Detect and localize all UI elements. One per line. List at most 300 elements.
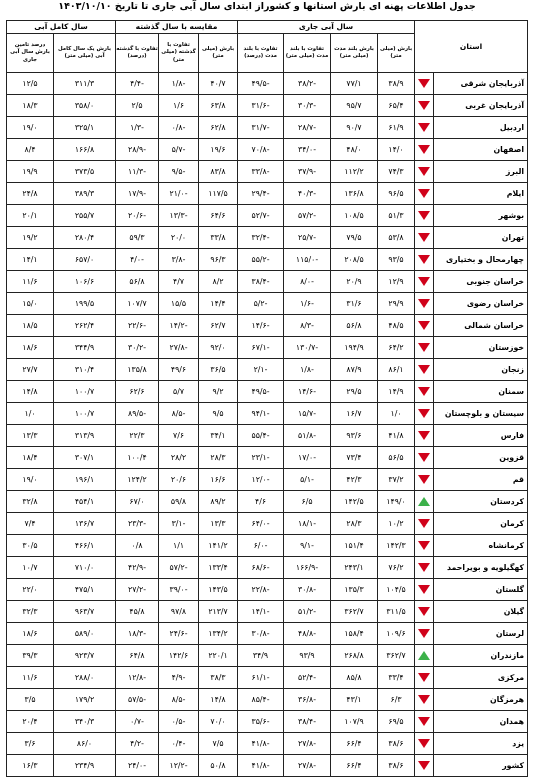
value-cell: ۲۹/۵ (331, 381, 378, 403)
value-cell: ۱۰۷/۹ (331, 711, 378, 733)
value-cell: -۵۵/۴ (238, 425, 284, 447)
value-cell: ۱۳۵/۳ (331, 579, 378, 601)
value-cell: ۷۱۰/۰ (54, 557, 116, 579)
value-cell: -۱۵/۷ (284, 403, 331, 425)
province-name: آذربایجان شرقی (434, 73, 528, 95)
value-cell: ۱۴/۹ (378, 381, 415, 403)
table-row (7, 513, 528, 535)
value-cell: ۹۰/۷ (331, 117, 378, 139)
value-cell: ۹۶/۳ (199, 249, 238, 271)
triangle-down-icon (418, 761, 430, 770)
value-cell: -۲۴/۰ (116, 755, 159, 777)
column-header: بارش بلند مدت (میلی متر) (331, 34, 378, 73)
value-cell: ۲/۵ (116, 95, 159, 117)
value-cell: -۱۱۵/۰ (284, 249, 331, 271)
value-cell: ۶/۳ (378, 689, 415, 711)
value-cell: ۳۸/۹ (378, 73, 415, 95)
value-cell: ۵/۷ (159, 381, 199, 403)
comparison-header: مقایسه با سال گذشته (116, 21, 238, 34)
value-cell: -۱۴/۶ (238, 315, 284, 337)
value-cell: ۲۹/۹ (378, 293, 415, 315)
value-cell: -۲۱/۰ (159, 183, 199, 205)
table-row (7, 491, 528, 513)
triangle-up-icon (418, 651, 430, 660)
table-row (7, 755, 528, 777)
value-cell: ۵۹/۸ (159, 491, 199, 513)
province-name: چهارمحال و بختیاری (434, 249, 528, 271)
trend-indicator-cell (415, 425, 434, 447)
triangle-down-icon (418, 79, 430, 88)
value-cell: ۶۵۷/۰ (54, 249, 116, 271)
table-body (7, 73, 528, 777)
value-cell: ۱۹/۲ (7, 227, 54, 249)
trend-indicator-cell (415, 139, 434, 161)
value-cell: ۱۳۵/۸ (116, 359, 159, 381)
value-cell: ۱۶/۷ (331, 403, 378, 425)
value-cell: ۶۶/۴ (331, 733, 378, 755)
value-cell: ۸۷/۹ (331, 359, 378, 381)
value-cell: -۷۰/۸ (238, 139, 284, 161)
value-cell: -۴۱/۸ (238, 755, 284, 777)
value-cell: -۲۰/۶ (116, 205, 159, 227)
value-cell: ۹۳/۶ (331, 425, 378, 447)
trend-indicator-cell (415, 579, 434, 601)
table-row (7, 535, 528, 557)
value-cell: ۱۳۶/۷ (54, 513, 116, 535)
value-cell: ۳۱۱/۵ (378, 601, 415, 623)
value-cell: -۲۸/۹ (116, 139, 159, 161)
value-cell: ۳۱۰/۴ (54, 359, 116, 381)
triangle-down-icon (418, 277, 430, 286)
value-cell: ۱۸/۴ (7, 447, 54, 469)
table-row (7, 381, 528, 403)
value-cell: ۱۰۷/۷ (116, 293, 159, 315)
value-cell: ۱۴/۸ (199, 689, 238, 711)
value-cell: -۵۷/۲ (284, 205, 331, 227)
trend-indicator-cell (415, 227, 434, 249)
value-cell: ۱۱۲/۲ (331, 161, 378, 183)
column-header: تفاوت با بلند مدت (میلی متر) (284, 34, 331, 73)
value-cell: -۱/۸ (159, 73, 199, 95)
trend-indicator-cell (415, 183, 434, 205)
value-cell: ۱/۱ (159, 535, 199, 557)
table-row (7, 205, 528, 227)
value-cell: ۱۹/۰ (7, 469, 54, 491)
value-cell: -۳۰/۳ (284, 95, 331, 117)
trend-indicator-cell (415, 117, 434, 139)
value-cell: ۸۵/۸ (331, 667, 378, 689)
value-cell: ۷۰/۰ (199, 711, 238, 733)
triangle-down-icon (418, 409, 430, 418)
trend-indicator-cell (415, 359, 434, 381)
value-cell: -۱۴/۶ (284, 381, 331, 403)
value-cell: -۳۸/۴ (238, 271, 284, 293)
value-cell: ۱۴/۴ (199, 293, 238, 315)
value-cell: -۱۱/۳ (116, 161, 159, 183)
value-cell: -۱/۸ (284, 359, 331, 381)
value-cell: ۱۳۴/۲ (199, 623, 238, 645)
value-cell: -۱۲/۰ (238, 469, 284, 491)
value-cell: ۶۱/۹ (378, 117, 415, 139)
value-cell: ۷۴/۳ (378, 161, 415, 183)
value-cell: -۱۶۶/۹ (284, 557, 331, 579)
triangle-down-icon (418, 365, 430, 374)
value-cell: ۶۹/۵ (378, 711, 415, 733)
value-cell: -۴۲/۹ (116, 557, 159, 579)
value-cell: ۱۳۳/۴ (199, 557, 238, 579)
value-cell: ۱۸/۶ (7, 623, 54, 645)
value-cell: ۹/۵ (199, 403, 238, 425)
value-cell: -۱۲/۲ (159, 755, 199, 777)
province-name: ایلام (434, 183, 528, 205)
column-header: بارش (میلی متر) (199, 34, 238, 73)
table-row (7, 425, 528, 447)
column-header: درصد تامین بارش سال آبی جاری (7, 34, 54, 73)
value-cell: -۲۳/۳ (116, 513, 159, 535)
value-cell: -۱۲/۸ (116, 667, 159, 689)
table-row (7, 359, 528, 381)
value-cell: ۵۱/۳ (378, 205, 415, 227)
table-row (7, 557, 528, 579)
value-cell: -۳۸/۴ (284, 711, 331, 733)
value-cell: ۲۸۸/۰ (54, 667, 116, 689)
trend-indicator-cell (415, 689, 434, 711)
value-cell: ۱۴/۸ (7, 381, 54, 403)
triangle-down-icon (418, 255, 430, 264)
value-cell: ۹۷/۸ (159, 601, 199, 623)
value-cell: ۰/۸ (116, 535, 159, 557)
value-cell: ۹۳/۹ (284, 645, 331, 667)
value-cell: -۳۶/۸ (284, 689, 331, 711)
table-row (7, 95, 528, 117)
value-cell: ۶۴/۲ (378, 337, 415, 359)
value-cell: -۵۵/۲ (238, 249, 284, 271)
province-name: کردستان (434, 491, 528, 513)
trend-indicator-cell (415, 447, 434, 469)
value-cell: -۱۷/۹ (116, 183, 159, 205)
trend-indicator-cell (415, 755, 434, 777)
triangle-down-icon (418, 145, 430, 154)
triangle-down-icon (418, 211, 430, 220)
value-cell: ۱۵/۵ (159, 293, 199, 315)
value-cell: ۷۳/۴ (331, 447, 378, 469)
value-cell: -۳۰/۸ (238, 623, 284, 645)
province-name: هرمزگان (434, 689, 528, 711)
value-cell: -۰/۸ (159, 117, 199, 139)
value-cell: -۲۷/۸ (284, 733, 331, 755)
triangle-down-icon (418, 321, 430, 330)
trend-indicator-cell (415, 293, 434, 315)
table-row (7, 579, 528, 601)
value-cell: ۱۱/۶ (7, 271, 54, 293)
value-cell: ۱۴۲/۶ (159, 645, 199, 667)
value-cell: ۳۸/۶ (378, 755, 415, 777)
table-row (7, 403, 528, 425)
value-cell: -۴/۹ (159, 667, 199, 689)
value-cell: ۴۶۶/۱ (54, 535, 116, 557)
triangle-down-icon (418, 431, 430, 440)
table-row (7, 689, 528, 711)
value-cell: ۲۸۰/۴ (54, 227, 116, 249)
province-name: کرمان (434, 513, 528, 535)
value-cell: ۳۸/۳ (199, 667, 238, 689)
value-cell: ۲۰/۶ (159, 469, 199, 491)
value-cell: -۲/۱ (238, 359, 284, 381)
value-cell: -۰/۴ (159, 733, 199, 755)
value-cell: ۵۹/۳ (116, 227, 159, 249)
value-cell: ۱۱/۶ (7, 667, 54, 689)
trend-indicator-cell (415, 557, 434, 579)
province-header: استان (415, 21, 528, 73)
value-cell: -۲۸/۷ (284, 117, 331, 139)
value-cell: ۸۶/۰ (54, 733, 116, 755)
value-cell: ۱۰۰/۷ (54, 381, 116, 403)
trend-indicator-cell (415, 733, 434, 755)
value-cell: ۳۳/۸ (199, 227, 238, 249)
value-cell: -۹/۱ (284, 535, 331, 557)
value-cell: ۱۲/۵ (7, 73, 54, 95)
trend-indicator-cell (415, 95, 434, 117)
value-cell: ۳۴/۱ (199, 425, 238, 447)
table-row (7, 447, 528, 469)
value-cell: ۱۶/۳ (7, 755, 54, 777)
value-cell: ۲۲۰/۱ (199, 645, 238, 667)
value-cell: ۹۳/۵ (378, 249, 415, 271)
value-cell: -۳/۱ (159, 513, 199, 535)
triangle-down-icon (418, 453, 430, 462)
value-cell: -۱/۳ (116, 117, 159, 139)
value-cell: ۳/۵ (7, 689, 54, 711)
value-cell: -۵۱/۸ (284, 425, 331, 447)
province-name: فارس (434, 425, 528, 447)
trend-indicator-cell (415, 667, 434, 689)
trend-indicator-cell (415, 513, 434, 535)
value-cell: -۸/۳ (284, 315, 331, 337)
value-cell: -۸۵/۴ (238, 689, 284, 711)
value-cell: ۸/۲ (199, 271, 238, 293)
value-cell: -۶۱/۱ (238, 667, 284, 689)
value-cell: ۱۹/۶ (199, 139, 238, 161)
value-cell: ۱۹/۰ (7, 117, 54, 139)
value-cell: ۳۸۹/۳ (54, 183, 116, 205)
value-cell: -۴/۲ (116, 733, 159, 755)
value-cell: ۳۲/۳ (7, 601, 54, 623)
triangle-down-icon (418, 695, 430, 704)
triangle-down-icon (418, 519, 430, 528)
value-cell: ۲۰۸/۵ (331, 249, 378, 271)
value-cell: ۳۶۲/۷ (331, 601, 378, 623)
value-cell: ۴۵/۸ (116, 601, 159, 623)
value-cell: ۲۸/۳ (331, 513, 378, 535)
province-name: خراسان شمالی (434, 315, 528, 337)
table-row (7, 161, 528, 183)
province-name: خراسان جنوبی (434, 271, 528, 293)
value-cell: ۳/۶ (7, 733, 54, 755)
province-name: مرکزی (434, 667, 528, 689)
table-row (7, 469, 528, 491)
value-cell: -۳۱/۷ (238, 117, 284, 139)
value-cell: ۷/۵ (199, 733, 238, 755)
value-cell: ۲۵۵/۷ (54, 205, 116, 227)
value-cell: ۲۸/۲ (159, 447, 199, 469)
trend-indicator-cell (415, 271, 434, 293)
trend-indicator-cell (415, 73, 434, 95)
trend-indicator-cell (415, 249, 434, 271)
triangle-down-icon (418, 101, 430, 110)
triangle-down-icon (418, 343, 430, 352)
value-cell: ۸۶/۱ (378, 359, 415, 381)
value-cell: ۳۳/۴ (378, 667, 415, 689)
value-cell: -۱۷/۰ (284, 447, 331, 469)
value-cell: -۵۲/۷ (238, 205, 284, 227)
value-cell: -۳۸/۲ (284, 73, 331, 95)
value-cell: ۱۵۱/۴ (331, 535, 378, 557)
value-cell: -۱۳۰/۷ (284, 337, 331, 359)
value-cell: ۴۸/۵ (378, 315, 415, 337)
value-cell: ۳۸/۶ (378, 733, 415, 755)
value-cell: ۲۲/۰ (7, 579, 54, 601)
value-cell: ۵۶/۸ (331, 315, 378, 337)
value-cell: -۲۵/۷ (284, 227, 331, 249)
value-cell: -۸/۵ (159, 403, 199, 425)
column-header: تفاوت با بلند مدت (درصد) (238, 34, 284, 73)
table-row (7, 315, 528, 337)
value-cell: -۳۹/۰ (159, 579, 199, 601)
value-cell: ۱۶۶/۸ (54, 139, 116, 161)
province-name: مازندران (434, 645, 528, 667)
table-row (7, 249, 528, 271)
triangle-down-icon (418, 475, 430, 484)
province-name: البرز (434, 161, 528, 183)
value-cell: ۶۲/۷ (199, 315, 238, 337)
value-cell: -۲۷/۸ (284, 755, 331, 777)
province-name: گلستان (434, 579, 528, 601)
value-cell: -۲۳/۱ (238, 447, 284, 469)
value-cell: ۵۶/۸ (116, 271, 159, 293)
value-cell: ۹/۲ (199, 381, 238, 403)
value-cell: ۳۶۲/۷ (378, 645, 415, 667)
province-name: یزد (434, 733, 528, 755)
trend-indicator-cell (415, 161, 434, 183)
trend-indicator-cell (415, 403, 434, 425)
full-year-header: سال کامل آبی (7, 21, 116, 34)
table-row (7, 645, 528, 667)
province-name: سمنان (434, 381, 528, 403)
value-cell: -۳/۸ (159, 249, 199, 271)
value-cell: -۶/۰ (238, 535, 284, 557)
province-name: قزوین (434, 447, 528, 469)
value-cell: ۱۰۰/۷ (54, 403, 116, 425)
column-header: تفاوت با گذشته (میلی متر) (159, 34, 199, 73)
value-cell: ۶۲/۸ (199, 117, 238, 139)
value-cell: ۲۰/۱ (7, 205, 54, 227)
value-cell: ۸۳/۸ (199, 161, 238, 183)
value-cell: -۳۳/۸ (238, 161, 284, 183)
value-cell: -۳۱/۶ (238, 95, 284, 117)
value-cell: ۴۹/۶ (159, 359, 199, 381)
value-cell: ۵۰/۸ (199, 755, 238, 777)
table-row (7, 733, 528, 755)
value-cell: ۳۴/۹ (238, 645, 284, 667)
trend-indicator-cell (415, 205, 434, 227)
value-cell: ۱۴۹/۰ (378, 491, 415, 513)
table-row (7, 271, 528, 293)
province-name: اردبیل (434, 117, 528, 139)
value-cell: ۱۸/۳ (7, 95, 54, 117)
triangle-down-icon (418, 167, 430, 176)
value-cell: ۹۶۳/۷ (54, 601, 116, 623)
table-row (7, 117, 528, 139)
value-cell: ۲۱۳/۷ (199, 601, 238, 623)
province-name: زنجان (434, 359, 528, 381)
province-name: همدان (434, 711, 528, 733)
value-cell: ۳۲۵/۱ (54, 117, 116, 139)
value-cell: -۵۷/۲ (159, 557, 199, 579)
table-row (7, 183, 528, 205)
value-cell: ۳۱/۶ (331, 293, 378, 315)
value-cell: ۱۵/۰ (7, 293, 54, 315)
province-name: لرستان (434, 623, 528, 645)
column-header: بارش یک سال کامل آبی (میلی متر) (54, 34, 116, 73)
value-cell: ۲۶۲/۴ (54, 315, 116, 337)
value-cell: ۵۶/۵ (378, 447, 415, 469)
value-cell: ۲۶۸/۸ (331, 645, 378, 667)
value-cell: -۱۸/۱ (284, 513, 331, 535)
value-cell: ۴۰/۷ (199, 73, 238, 95)
triangle-down-icon (418, 717, 430, 726)
province-name: اصفهان (434, 139, 528, 161)
value-cell: ۳۲/۸ (7, 491, 54, 513)
value-cell: -۴۸/۸ (284, 623, 331, 645)
triangle-down-icon (418, 563, 430, 572)
value-cell: -۰/۷ (116, 711, 159, 733)
table-row (7, 623, 528, 645)
value-cell: -۱۸/۳ (116, 623, 159, 645)
value-cell: ۱۷۹/۲ (54, 689, 116, 711)
value-cell: ۱۰/۷ (7, 557, 54, 579)
value-cell: ۴۸/۰ (331, 139, 378, 161)
table-row (7, 73, 528, 95)
value-cell: -۴۱/۸ (238, 733, 284, 755)
value-cell: -۱۴/۲ (159, 315, 199, 337)
trend-indicator-cell (415, 491, 434, 513)
value-cell: ۴۳/۱ (331, 689, 378, 711)
value-cell: ۶۲/۶ (116, 381, 159, 403)
table-row (7, 139, 528, 161)
value-cell: -۴۹/۵ (238, 73, 284, 95)
trend-indicator-cell (415, 337, 434, 359)
triangle-up-icon (418, 497, 430, 506)
document-title: جدول اطلاعات پهنه ای بارش استانها و کشوراز ابتدای سال آبی جاری تا تاریخ ۱۴۰۳/۱۰/۱۰ (58, 1, 476, 12)
value-cell: ۴۱/۸ (378, 425, 415, 447)
province-name: قم (434, 469, 528, 491)
value-cell: ۶۷/۰ (116, 491, 159, 513)
value-cell: ۱۵۸/۴ (331, 623, 378, 645)
value-cell: ۳۷/۲ (378, 469, 415, 491)
table-row (7, 227, 528, 249)
trend-indicator-cell (415, 315, 434, 337)
province-name: کرمانشاه (434, 535, 528, 557)
value-cell: ۷/۴ (7, 513, 54, 535)
value-cell: ۳۰/۵ (7, 535, 54, 557)
trend-indicator-cell (415, 645, 434, 667)
value-cell: ۱۹۴/۹ (331, 337, 378, 359)
value-cell: ۳۰۷/۱ (54, 447, 116, 469)
value-cell: ۱۴/۰ (378, 139, 415, 161)
triangle-down-icon (418, 607, 430, 616)
value-cell: ۱۴۲/۳ (378, 535, 415, 557)
value-cell: ۱۴/۱ (7, 249, 54, 271)
